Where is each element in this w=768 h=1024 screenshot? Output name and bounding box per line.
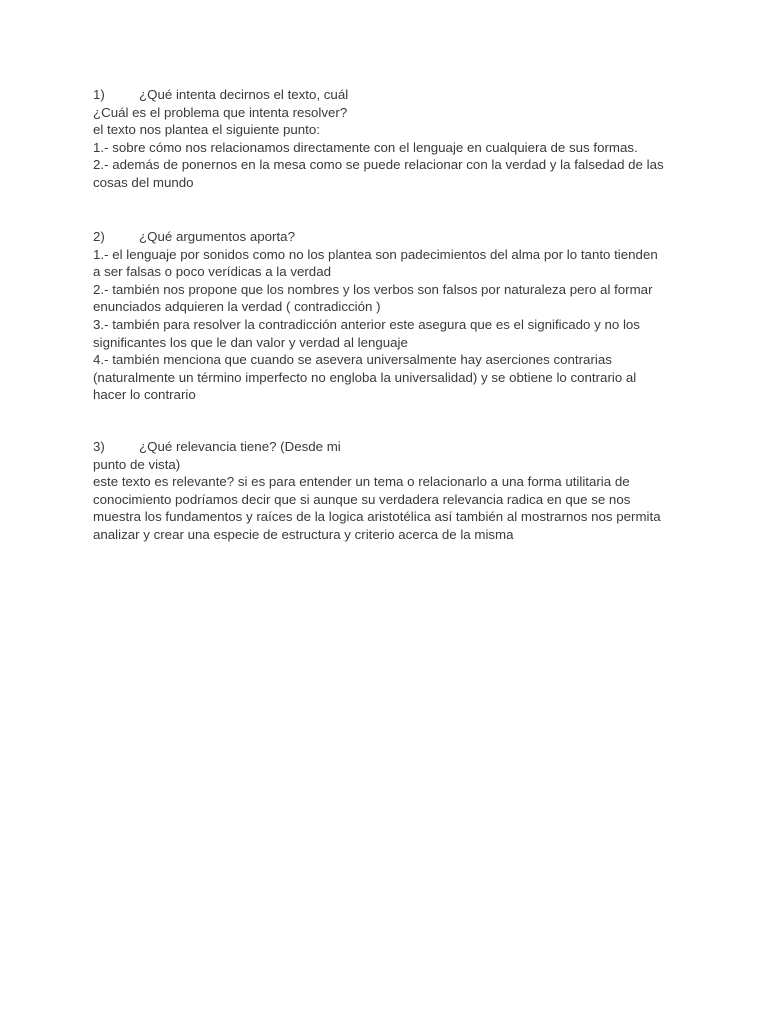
question-heading: [93, 228, 683, 246]
question-section-3: [93, 438, 683, 544]
answer-line: 1.- sobre cómo nos relacionamos directamente con el lenguaje en cualquiera de sus formas.: [93, 139, 638, 155]
answer-line: 4.- también menciona que cuando se asevera universalmente hay aserciones contrarias: [93, 352, 612, 368]
answer-line: conocimiento podríamos decir que si aunque su verdadera relevancia radica en que se nos: [93, 491, 631, 507]
question-number: 3): [93, 439, 105, 454]
answer-line: analizar y crear una especie de estructura y criterio acerca de la misma: [93, 526, 514, 542]
question-text: ¿Qué intenta decirnos el texto, cuál: [139, 87, 349, 102]
answer-line: ¿Cuál es el problema que intenta resolver?: [93, 104, 348, 120]
answer-line: cosas del mundo: [93, 174, 194, 190]
answer-line: significantes los que le dan valor y verdad al lenguaje: [93, 334, 408, 350]
question-text: ¿Qué relevancia tiene? (Desde mi: [139, 439, 341, 454]
answer-line: el texto nos plantea el siguiente punto:: [93, 122, 320, 138]
question-number: 1): [93, 87, 105, 102]
answer-line: 1.- el lenguaje por sonidos como no los plantea son padecimientos del alma por lo tanto tienden: [93, 246, 658, 262]
answer-line: a ser falsas o poco verídicas a la verdad: [93, 264, 331, 280]
answer-line: 2.- también nos propone que los nombres y los verbos son falsos por naturaleza pero al formar: [93, 281, 653, 297]
answer-line: este texto es relevante? si es para entender un tema o relacionarlo a una forma utilitaria de: [93, 474, 630, 490]
question-number: 2): [93, 229, 105, 244]
answer-line: hacer lo contrario: [93, 387, 196, 403]
question-section-2: [93, 228, 683, 404]
answer-line: 2.- además de ponernos en la mesa como se puede relacionar con la verdad y la falsedad de las: [93, 157, 664, 173]
answer-line: enunciados adquieren la verdad ( contradicción ): [93, 299, 381, 315]
answer-line: 3.- también para resolver la contradicción anterior este asegura que es el significado y no los: [93, 316, 640, 332]
question-section-1: [93, 86, 683, 192]
answer-line: punto de vista): [93, 456, 181, 472]
answer-line: muestra los fundamentos y raíces de la logica aristotélica así también al mostrarnos nos permita: [93, 509, 661, 525]
question-heading: [93, 86, 683, 104]
answer-line: (naturalmente un término imperfecto no engloba la universalidad) y se obtiene lo contrario al: [93, 369, 637, 385]
question-text: ¿Qué argumentos aporta?: [139, 229, 295, 244]
question-heading: [93, 438, 683, 456]
